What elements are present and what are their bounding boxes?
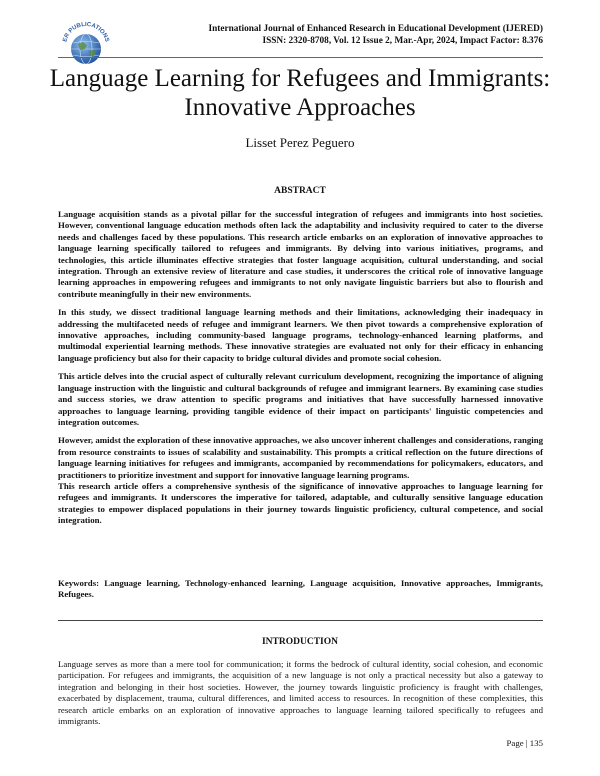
author-name: Lisset Perez Peguero [245,135,355,150]
globe-icon [71,34,101,64]
introduction-body [58,659,543,734]
introduction-heading: INTRODUCTION [261,637,338,647]
abstract-paragraph-3: This article delves into the crucial aspect of culturally relevant curriculum development, recognizing the importance of aligning language instruction with the linguistic and cultural backgrounds of refugee and immigrant learners. By examining case studies and success stories, we draw attention to specific programs and initiatives that have successfully harnessed innovative approaches to language learning, providing tangible evidence of their impact on participants' linguistic competencies and integration outcomes. [58,371,543,427]
introduction-paragraph: Language serves as more than a mere tool for communication; it forms the bedrock of cultural identity, social cohesion, and economic participation. For refugees and immigrants, the acquisition of a new language is not only a practical necessity but also a gateway to integration and belonging in their host societies. However, the journey towards linguistic proficiency is fraught with challenges, exacerbated by displacement, trauma, cultural differences, and limited access to resources. In recognition of these complexities, this research article embarks on an exploration of innovative approaches to language learning tailored specifically to refugees and immigrants. [58,659,543,727]
abstract-paragraph-5: This research article offers a comprehensive synthesis of the significance of innovative approaches to language learning for refugees and immigrants. It underscores the imperative for tailored, adaptable, and culturally sensitive language education strategies to empower displaced populations in their journey towards linguistic proficiency, cultural competence, and social integration. [58,480,543,526]
journal-header [208,23,543,47]
title-line-1: Language Learning for Refugees and Immigrants: [49,65,551,92]
paper-title [40,64,560,122]
abstract-heading: ABSTRACT [274,186,326,196]
logo-text: ER PUBLICATIONS [62,21,110,43]
page-number: Page | 135 [506,738,543,748]
abstract-paragraph-4: However, amidst the exploration of these innovative approaches, we also uncover inherent challenges and considerations, ranging from resource constraints to issues of scalability and sustainability. This prompts a critical reflection on the future directions of language learning initiatives for refugees and immigrants, accompanied by recommendations for policymakers, educators, and practitioners to prioritize investment and support for innovative language learning programs. [58,435,543,480]
abstract-paragraph-2: In this study, we dissect traditional language learning methods and their limitations, acknowledging their inadequacy in addressing the multifaceted needs of refugee and immigrant learners. We then pivot towards a comprehensive exploration of innovative approaches, including community-based language programs, technology-enhanced learning platforms, and multimodal experiential learning methods. These innovative strategies are evaluated not only for their efficacy in enhancing language proficiency but also for their capacity to bridge cultural divides and promote social cohesion. [58,307,543,363]
abstract-body [58,209,543,534]
title-line-2: Innovative Approaches [184,94,416,121]
journal-name: International Journal of Enhanced Research in Educational Development (IJERED) [208,24,543,34]
abstract-paragraph-1: Language acquisition stands as a pivotal pillar for the successful integration of refugees and immigrants into host societies. However, conventional language education methods often lack the adaptability and inclusivity required to cater to the diverse needs and challenges faced by these populations. This research article embarks on an exploration of innovative approaches to language learning specifically tailored to refugees and immigrants. By delving into various initiatives, programs, and technologies, this article illuminates effective strategies that foster language acquisition, cultural understanding, and social integration. Through an extensive review of literature and case studies, it underscores the critical role of innovative language learning approaches in empowering refugees and immigrants to not only navigate linguistic barriers but also to flourish and contribute meaningfully in their new environments. [58,209,543,299]
section-rule [58,620,543,621]
journal-issue: ISSN: 2320-8708, Vol. 12 Issue 2, Mar.-Apr, 2024, Impact Factor: 8.376 [262,36,543,46]
keywords: Keywords: Language learning, Technology-enhanced learning, Language acquisition, Innovative approaches, Immigrants, Refugees. [58,578,543,600]
header-rule [58,57,543,58]
